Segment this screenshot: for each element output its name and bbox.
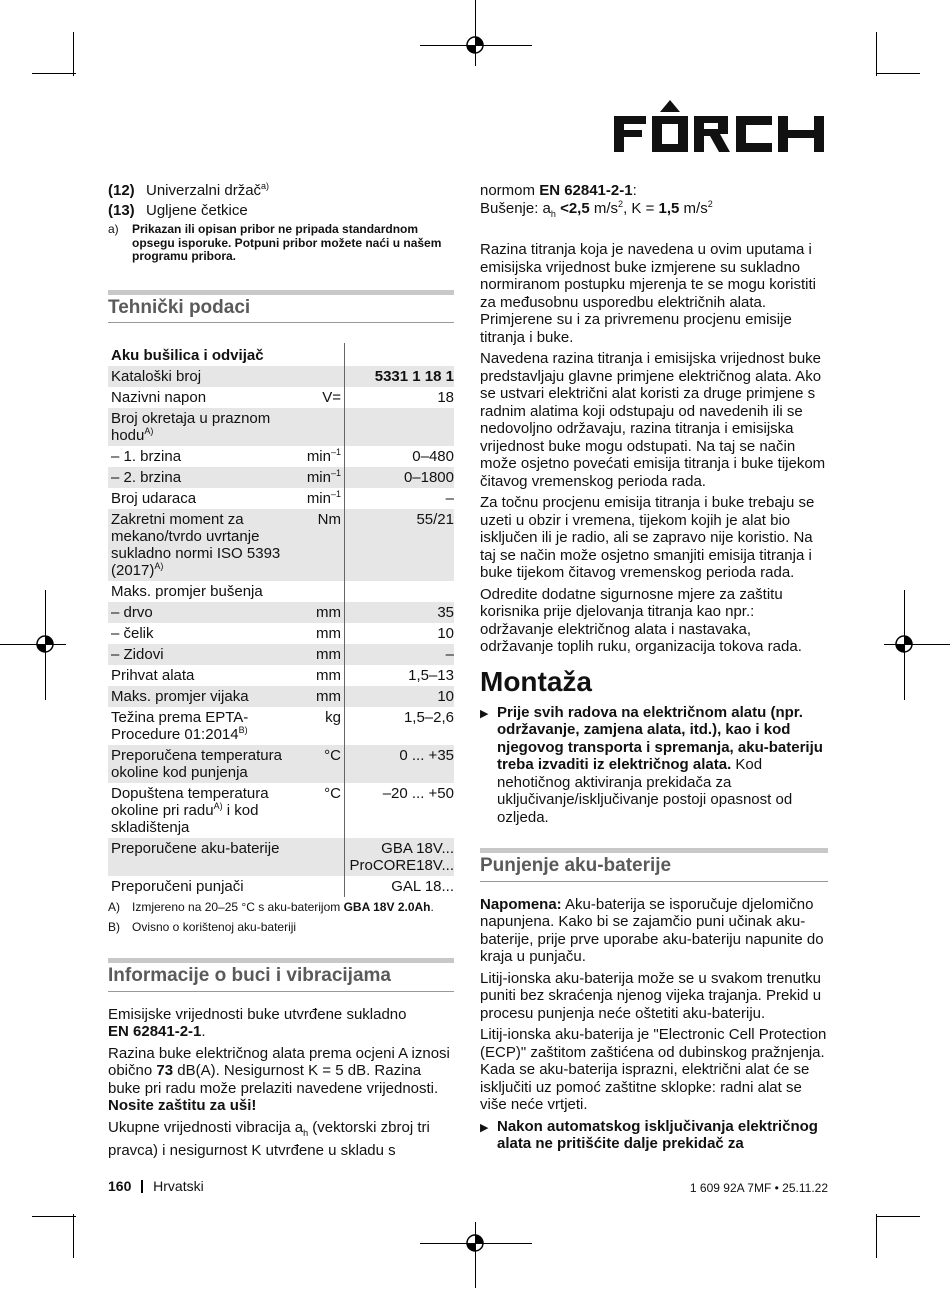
spec-row — [108, 509, 454, 581]
spec-row — [108, 387, 454, 408]
spec-label: Kataloški broj — [108, 366, 300, 387]
spec-row — [108, 408, 454, 446]
spec-unit: $\min^{-1}$ — [300, 467, 345, 488]
section-title: Tehnički podaci — [108, 296, 251, 318]
crop-mark — [73, 1214, 74, 1258]
paragraph: Za točnu procjenu emisija titranja i buke trebaju se uzeti u obzir i vremena, tijekom kojih je alat bio isključen ili je radio, ali se zapravo nije koristio. Na taj se način može osjetno smanjiti emisija titranja i buke tijekom čitavog vremenskog perioda rada. — [480, 494, 815, 581]
spec-value: 10 — [437, 625, 454, 642]
legend-item: (13) Ugljene četkice — [108, 201, 248, 219]
spec-unit — [300, 366, 345, 387]
spec-row — [108, 707, 454, 745]
spec-row — [108, 467, 454, 488]
crop-mark — [876, 32, 877, 76]
spec-table — [108, 343, 454, 897]
spec-label: Maks. promjer bušenja — [111, 583, 263, 600]
spec-value — [345, 408, 455, 446]
spec-label: Broj okretaja u praznom hodu$^{A)}$ — [108, 408, 300, 446]
spec-unit: mm — [300, 602, 345, 623]
footer-language: Hrvatski — [153, 1178, 204, 1194]
spec-footnote: A) Izmjereno na 20–25 °C s aku-baterijom GBA 18V 2.0Ah. — [108, 900, 434, 914]
spec-unit: V= — [300, 387, 345, 408]
left-column — [108, 182, 454, 1164]
spec-value: GBA 18V... ProCORE18V... — [345, 838, 455, 876]
spec-unit: °C — [300, 745, 345, 783]
spec-row — [108, 366, 454, 387]
spec-value: 0–1800 — [345, 467, 455, 488]
section-heading-noise — [108, 952, 454, 992]
crop-mark — [475, 0, 476, 66]
spec-header-row: Aku bušilica i odvijač — [108, 343, 454, 366]
crop-mark — [73, 32, 74, 76]
spec-unit: mm — [300, 665, 345, 686]
spec-value: – — [345, 644, 455, 665]
spec-row — [108, 644, 454, 665]
spec-value — [345, 581, 455, 602]
spec-label: Zakretni moment za mekano/tvrdo uvrtanje sukladno normi ISO 5393 $(2017)^{A)}$ — [108, 509, 300, 581]
spec-unit: mm — [300, 686, 345, 707]
spec-row — [108, 581, 454, 602]
footer-page — [108, 1178, 204, 1194]
paragraph: Razina titranja koja je navedena u ovim uputama i emisijska vrijednost buke izmjerene su sukladno normiranom postupku mjerenja te se mogu koristiti za međusobnu usporedbu električnih alata. Primjerene su i za privremenu procjenu emisije titranja i buke. — [480, 241, 816, 346]
spec-row — [108, 665, 454, 686]
spec-unit: kg — [300, 707, 345, 745]
spec-unit — [300, 876, 345, 897]
warning-bullet: ▶ Prije svih radova na električnom alatu (npr. održavanje, zamjena alata, itd.), kao i kod njegovog transporta i spremanja, aku-bateriju treba izvaditi iz električnog alata. Kod nehotičnog aktiviranja prekidača za uključivanje/isključivanje postoji opasnost od ozljeda. — [480, 703, 823, 826]
triangle-bullet-icon: ▶ — [480, 1121, 489, 1134]
section-heading-charge — [480, 842, 828, 882]
crop-mark — [475, 1222, 476, 1288]
section-title: Informacije o buci i vibracijama — [108, 965, 391, 986]
right-column: normom EN 62841-2-1: Bušenje: $a_h <2,5$ $m/s^2$, K = 1,5 $m/s^2$ Razina titranja koja je navedena u ovim uputama i emisijska vrijednost buke izmjerene su sukladno normiranom postupku mjerenja te se mogu koristiti za međusobnu usporedbu električnih alata. Primjerene su i za privremenu procjenu emisije titranja i buke. Navedena razina titranja i emisijska vrijednost buke predstavljaju glavne primjene električnog alata. Ako se ustvari električni alat koristi za druge primjene s radnim alatima koji odstupaju od navedenih ili se nedovoljno održavaju, razina titranja i emisijska vrijednost buke mogu odstupati. Na taj se način može osjetno povećati emisija titranja i buke tijekom čitavog vremenskog perioda rada. Za točnu procjenu emisija titranja i buke trebaju se uzeti u obzir i vremena, tijekom kojih je alat bio isključen ili je radio, ali se zapravo nije koristio. Na taj se način može osjetno smanjiti emisija titranja i buke tijekom čitavog vremenskog perioda rada. Odredite dodatne sigurnosne mjere za zaštitu korisnika prije djelovanja titranja kao npr.: održavanje električnog alata i nastavaka, održavanje toplih ruku, organizacija tokova rada. Montaža ▶ Prije svih radova na električnom alatu (npr. održavanje, zamjena alata, itd.), kao i kod njegovog transporta i spremanja, aku-bateriju treba izvaditi iz električnog alata. Kod nehotičnog aktiviranja prekidača za uključivanje/isključivanje postoji opasnost od ozljeda. Punjenje aku-baterije Napomena: Aku-baterija se isporučuje djelomično napunjena. Kako bi se zajamčio puni učinak aku-baterije, prije prve uporabe aku-bateriju napunite do kraja u punjaču. Litij-ionska aku-baterija može se u svakom trenutku puniti bez skraćenja njenog vijeka trajanja. Prekid u procesu punjenja neće oštetiti aku-bateriju. Litij-ionska aku-baterija je "Electronic Cell Protection (ECP)" zaštitom zaštićena od dubinskog pražnjenja. Kada se aku-baterija isprazni, električni alat će se isključiti uz pomoć zaštitne sklopke: radni alat se više neće vrtjeti. ▶ Nakon automatskog isključivanja električnog alata ne pritišćite dalje prekidač za — [480, 182, 827, 1152]
spec-unit — [300, 408, 345, 446]
spec-unit — [300, 838, 345, 876]
spec-row — [108, 686, 454, 707]
spec-unit: Nm — [300, 509, 345, 581]
legend-list — [108, 182, 454, 219]
brand-logo — [612, 100, 828, 154]
spec-row — [108, 602, 454, 623]
spec-unit: mm — [300, 623, 345, 644]
spec-row — [108, 745, 454, 783]
legend-item: (12) Univerzalni držač$^{a)}$ — [108, 181, 270, 199]
spec-footnotes — [108, 901, 454, 934]
registration-mark-icon — [465, 1233, 485, 1253]
spec-label: Prihvat alata — [111, 667, 195, 684]
spec-label: – drvo — [108, 602, 300, 623]
spec-value: –20 ... +50 — [382, 785, 454, 802]
spec-label: – čelik — [111, 625, 154, 642]
spec-label: Težina prema EPTA-Procedure $01:2014^{B)}$ — [111, 709, 249, 743]
spec-value: GAL 18... — [391, 878, 454, 895]
crop-mark — [876, 73, 920, 74]
spec-unit — [300, 581, 345, 602]
warning-bullet: ▶ Nakon automatskog isključivanja električnog alata ne pritišćite dalje prekidač za — [480, 1117, 818, 1152]
spec-unit: $\min^{-1}$ — [300, 488, 345, 509]
registration-mark-icon — [465, 35, 485, 55]
spec-footnote: B) Ovisno o korištenoj aku-bateriji — [108, 919, 297, 934]
spec-value: 10 — [345, 686, 455, 707]
spec-unit: °C — [300, 783, 345, 838]
crop-mark — [0, 644, 66, 645]
spec-value: 18 — [437, 389, 454, 406]
spec-row — [108, 446, 454, 467]
crop-mark — [876, 1214, 877, 1258]
section-title: Punjenje aku-baterije — [480, 855, 672, 876]
spec-label: Preporučene aku-baterije — [108, 838, 300, 876]
spec-row — [108, 623, 454, 644]
crop-mark — [32, 73, 76, 74]
spec-value: 0 ... +35 — [345, 745, 455, 783]
crop-mark — [876, 1216, 920, 1217]
spec-label: – 1. brzina — [111, 448, 182, 465]
spec-label: Maks. promjer vijaka — [108, 686, 300, 707]
spec-row — [108, 783, 454, 838]
crop-mark — [32, 1216, 76, 1217]
spec-unit: $\min^{-1}$ — [300, 446, 345, 467]
footer-code: 1 609 92A 7MF • 25.11.22 — [689, 1181, 828, 1195]
spec-value: 0–480 — [412, 448, 454, 465]
noise-text: Emisijske vrijednosti buke utvrđene sukladno EN 62841-2-1. Razina buke električnog alata prema ocjeni A iznosi obično 73 dB(A). Nesigurnost K = 5 dB. Razina buke pri radu može prelaziti navedene vrijednosti. Nosite zaštitu za uši! Ukupne vrijednosti vibracija $a_h$ (vektorski zbroj tri pravca) i nesigurnost K utvrđene u skladu s — [108, 1005, 450, 1159]
spec-value: 35 — [345, 602, 455, 623]
spec-row — [108, 488, 454, 509]
spec-row — [108, 876, 454, 897]
registration-mark-icon — [894, 634, 914, 654]
page-number: 160 — [108, 1178, 132, 1194]
spec-value: 55/21 — [345, 509, 455, 581]
spec-label: – 2. brzina — [108, 467, 300, 488]
spec-label: – Zidovi — [108, 644, 300, 665]
section-heading-tech — [108, 284, 454, 324]
montaza-heading: Montaža — [480, 665, 592, 697]
spec-unit: mm — [300, 644, 345, 665]
spec-value: – — [445, 490, 454, 507]
paragraph: Odredite dodatne sigurnosne mjere za zaštitu korisnika prije djelovanja titranja kao npr.: održavanje električnog alata i nastavaka, održavanje toplih ruku, organizacija tokova rada. — [480, 585, 802, 655]
spec-label: Preporučeni punjači — [111, 878, 244, 895]
paragraph: Litij-ionska aku-baterija može se u svakom trenutku puniti bez skraćenja njenog vijeka trajanja. Prekid u procesu punjenja neće oštetiti aku-bateriju. — [480, 969, 822, 1022]
spec-row — [108, 838, 454, 876]
registration-mark-icon — [35, 634, 55, 654]
paragraph: Litij-ionska aku-baterija je "Electronic Cell Protection (ECP)" zaštitom zaštićena od dubinskog pražnjenja. Kada se aku-baterija isprazni, električni alat će se isključiti uz pomoć zaštitne sklopke: radni alat se više neće vrtjeti. — [480, 1026, 827, 1113]
spec-label: Preporučena temperatura okoline kod punjenja — [108, 745, 300, 783]
spec-value: 1,5–13 — [408, 667, 454, 684]
spec-label: Broj udaraca — [111, 490, 197, 507]
legend-note: a) Prikazan ili opisan pribor ne pripada standardnom opsegu isporuke. Potpuni pribor možete naći u našem programu pribora. — [108, 222, 442, 263]
spec-label: Nazivni napon — [111, 389, 207, 406]
spec-value: 1,5–2,6 — [403, 709, 454, 726]
triangle-bullet-icon: ▶ — [480, 707, 489, 720]
spec-label: Dopuštena temperatura okoline pri radu$^{A)}$ i kod skladištenja — [111, 785, 269, 836]
spec-value: 5331 1 18 1 — [345, 366, 455, 387]
paragraph: Navedena razina titranja i emisijska vrijednost buke predstavljaju glavne primjene električnog alata. Ako se ustvari električni alat koristi za druge primjene s radnim alatima koji odstupaju od navedenih ili se nedovoljno održavaju, razina titranja i emisijska vrijednost buke mogu odstupati. Na taj se način može osjetno povećati emisija titranja i buke tijekom čitavog vremenskog perioda rada. — [480, 350, 826, 490]
